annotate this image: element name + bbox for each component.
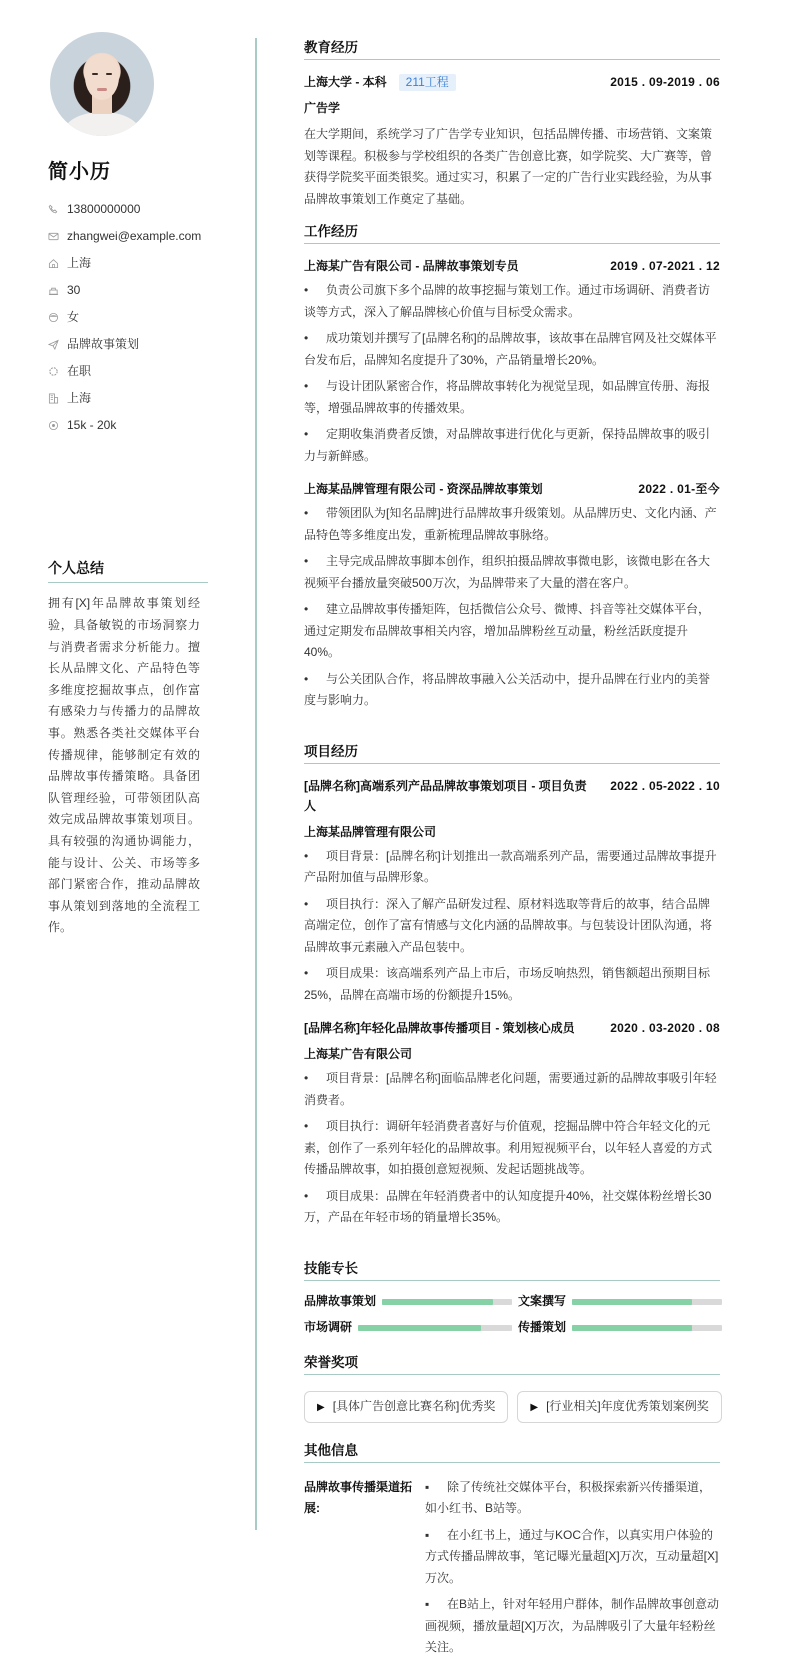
column-divider [255, 38, 257, 1530]
skill-item [518, 1293, 728, 1311]
education-head [304, 72, 720, 92]
summary-title: 个人总结 [48, 557, 208, 583]
other-label: 品牌故事传播渠道拓展: [304, 1479, 413, 1515]
gender-icon [48, 312, 59, 323]
job-date: 2022 . 01-至今 [638, 482, 720, 496]
contact-email [48, 223, 210, 250]
contact-age [48, 277, 210, 304]
project-company: 上海某品牌管理有限公司 [304, 824, 437, 839]
bullet-item: ▪ 在小红书上，通过与KOC合作，以真实用户体验的方式传播品牌故事，笔记曝光量超[X]万次，互动量超[X]万次。 [425, 1527, 719, 1585]
bullet-item: • 项目执行：调研年轻消费者喜好与价值观，挖掘品牌中符合年轻文化的元素，创作了一系列年轻化的品牌故事。利用短视频平台，以年轻人喜爱的方式传播品牌故事，如拍摄创意短视频、发起话题挑战等。 [304, 1119, 713, 1176]
salary-icon [48, 420, 59, 431]
skill-bar [358, 1325, 512, 1331]
job-heading: 上海某品牌管理有限公司 - 资深品牌故事策划 [304, 482, 543, 496]
work-section [304, 222, 720, 712]
other-bullets [425, 1477, 720, 1664]
school-name: 上海大学 - 本科 [304, 75, 387, 89]
education-section [304, 38, 720, 210]
project-heading: [品牌名称]年轻化品牌故事传播项目 - 策划核心成员 [304, 1021, 575, 1035]
awards-section [304, 1353, 720, 1423]
status-icon [48, 366, 59, 377]
job-entry [304, 256, 720, 467]
projects-section [304, 742, 720, 1229]
cake-icon [48, 285, 59, 296]
major: 广告学 [304, 101, 341, 115]
contact-location [48, 250, 210, 277]
avatar [50, 32, 154, 136]
section-title: 教育经历 [304, 38, 720, 60]
bullet-item: ▪ 除了传统社交媒体平台，积极探索新兴传播渠道，如小红书、B站等。 [425, 1479, 712, 1515]
bullet-item: • 项目成果：品牌在年轻消费者中的认知度提升40%，社交媒体粉丝增长30万，产品在年轻市场的销量增长35%。 [304, 1188, 712, 1224]
bullet-item: • 负责公司旗下多个品牌的故事挖掘与策划工作。通过市场调研、消费者访谈等方式，深入了解品牌核心价值与目标受众需求。 [304, 283, 711, 319]
education-description: 在大学期间，系统学习了广告学专业知识，包括品牌传播、市场营销、文案策划等课程。积极参与学校组织的各类广告创意比赛，如学院奖、大广赛等，曾获得学院奖平面类银奖。通过实习，积累了一定的广告行业实践经验，为从事品牌故事策划工作奠定了基础。 [304, 127, 713, 206]
summary-text: 拥有[X]年品牌故事策划经验，具备敏锐的市场洞察力与消费者需求分析能力。擅长从品牌文化、产品特色等多维度挖掘故事点，创作富有感染力与传播力的品牌故事。熟悉各类社交媒体平台传播规律，能够制定有效的品牌故事传播策略。具备团队管理经验，可带领团队高效完成品牌故事策划项目。具有较强的沟通协调能力，能与设计、公关、市场等多部门紧密合作，推动品牌故事从策划到落地的全流程工作。 [48, 596, 200, 935]
contact-text: 在职 [67, 363, 92, 378]
education-date: 2015 . 09-2019 . 06 [610, 75, 720, 89]
project-bullets [304, 1068, 720, 1229]
phone-icon [48, 204, 59, 215]
sidebar [48, 32, 210, 939]
job-entry [304, 479, 720, 712]
profile-name: 简小历 [48, 161, 111, 183]
contact-text: 13800000000 [67, 201, 141, 216]
skill-item [304, 1319, 518, 1337]
award-item: ▶ [行业相关]年度优秀策划案例奖 [517, 1391, 721, 1423]
contact-status [48, 358, 210, 385]
skill-bar [382, 1299, 512, 1305]
mail-icon [48, 231, 59, 242]
contact-text: 女 [67, 309, 80, 324]
contact-text: zhangwei@example.com [67, 228, 202, 243]
skill-bar [572, 1299, 722, 1305]
skill-label: 品牌故事策划 [304, 1293, 377, 1308]
section-title: 其他信息 [304, 1441, 720, 1463]
award-item: ▶ [具体广告创意比赛名称]优秀奖 [304, 1391, 508, 1423]
bullet-item: • 建立品牌故事传播矩阵，包括微信公众号、微博、抖音等社交媒体平台，通过定期发布品牌故事相关内容，增加品牌粉丝互动量，粉丝活跃度提升40%。 [304, 602, 711, 659]
bullet-item: • 带领团队为[知名品牌]进行品牌故事升级策划。从品牌历史、文化内涵、产品特色等多维度出发，重新梳理品牌故事脉络。 [304, 506, 717, 542]
project-date: 2022 . 05-2022 . 10 [610, 778, 720, 793]
other-section [304, 1441, 720, 1664]
section-title: 项目经历 [304, 742, 720, 764]
job-date: 2019 . 07-2021 . 12 [610, 259, 720, 273]
bullet-item: • 项目成果：该高端系列产品上市后，市场反响热烈，销售额超出预期目标25%，品牌在高端市场的份额提升15%。 [304, 966, 711, 1002]
section-title: 工作经历 [304, 222, 720, 244]
contact-text: 15k - 20k [67, 417, 117, 432]
job-bullets [304, 280, 720, 467]
contact-list [48, 196, 210, 439]
bullet-item: • 与公关团队合作，将品牌故事融入公关活动中，提升品牌在行业内的美誉度与影响力。 [304, 671, 711, 707]
skill-item [518, 1319, 728, 1337]
section-title: 荣誉奖项 [304, 1353, 720, 1375]
project-company: 上海某广告有限公司 [304, 1047, 413, 1061]
contact-text: 上海 [67, 255, 92, 270]
section-title: 技能专长 [304, 1259, 720, 1281]
triangle-icon: ▶ [317, 1401, 325, 1413]
skill-label: 市场调研 [304, 1319, 353, 1334]
skills-grid [304, 1293, 720, 1337]
contact-phone [48, 196, 210, 223]
contact-city [48, 385, 210, 412]
contact-position [48, 331, 210, 358]
project-bullets [304, 846, 720, 1007]
contact-text: 上海 [67, 390, 92, 405]
bullet-item: • 项目背景：[品牌名称]面临品牌老化问题，需要通过新的品牌故事吸引年轻消费者。 [304, 1071, 717, 1107]
project-entry [304, 1018, 720, 1229]
school-badge: 211工程 [399, 74, 456, 91]
contact-salary [48, 412, 210, 439]
contact-gender [48, 304, 210, 331]
main-content [304, 38, 720, 1676]
send-icon [48, 339, 59, 350]
bullet-item: • 成功策划并撰写了[品牌名称]的品牌故事，该故事在品牌官网及社交媒体平台发布后，品牌知名度提升了30%，产品销量增长20%。 [304, 331, 717, 367]
project-date: 2020 . 03-2020 . 08 [610, 1021, 720, 1035]
building-icon [48, 393, 59, 404]
skill-item [304, 1293, 518, 1311]
skill-label: 文案撰写 [518, 1293, 567, 1308]
project-heading: [品牌名称]高端系列产品品牌故事策划项目 - 项目负责人 [304, 778, 587, 813]
bullet-item: • 定期收集消费者反馈，对品牌故事进行优化与更新，保持品牌故事的吸引力与新鲜感。 [304, 427, 711, 463]
project-entry [304, 776, 720, 1007]
triangle-icon: ▶ [530, 1401, 539, 1413]
awards-list [304, 1391, 720, 1423]
bullet-item: • 项目执行：深入了解产品研发过程、原材料选取等背后的故事，结合品牌高端定位，创作了富有情感与文化内涵的品牌故事。与包装设计团队沟通，将品牌故事元素融入产品包装中。 [304, 896, 713, 954]
bullet-item: ▪ 在B站上，针对年轻用户群体，制作品牌故事创意动画视频，播放量超[X]万次，为品牌吸引了大量年轻粉丝关注。 [425, 1597, 720, 1654]
job-heading: 上海某广告有限公司 - 品牌故事策划专员 [304, 259, 519, 273]
home-icon [48, 258, 59, 269]
bullet-item: • 与设计团队紧密合作，将品牌故事转化为视觉呈现，如品牌宣传册、海报等，增强品牌故事的传播效果。 [304, 379, 711, 415]
bullet-item: • 项目背景：[品牌名称]计划推出一款高端系列产品，需要通过品牌故事提升产品附加值与品牌形象。 [304, 848, 717, 884]
skills-section [304, 1259, 720, 1337]
contact-text: 30 [67, 282, 81, 297]
skill-label: 传播策划 [518, 1319, 567, 1334]
other-row [304, 1477, 720, 1664]
contact-text: 品牌故事策划 [67, 336, 140, 351]
summary-section [48, 557, 210, 939]
bullet-item: • 主导完成品牌故事脚本创作，组织拍摄品牌故事微电影，该微电影在各大视频平台播放量突破500万次，为品牌带来了大量的潜在客户。 [304, 554, 711, 590]
job-bullets [304, 503, 720, 712]
skill-bar [572, 1325, 722, 1331]
